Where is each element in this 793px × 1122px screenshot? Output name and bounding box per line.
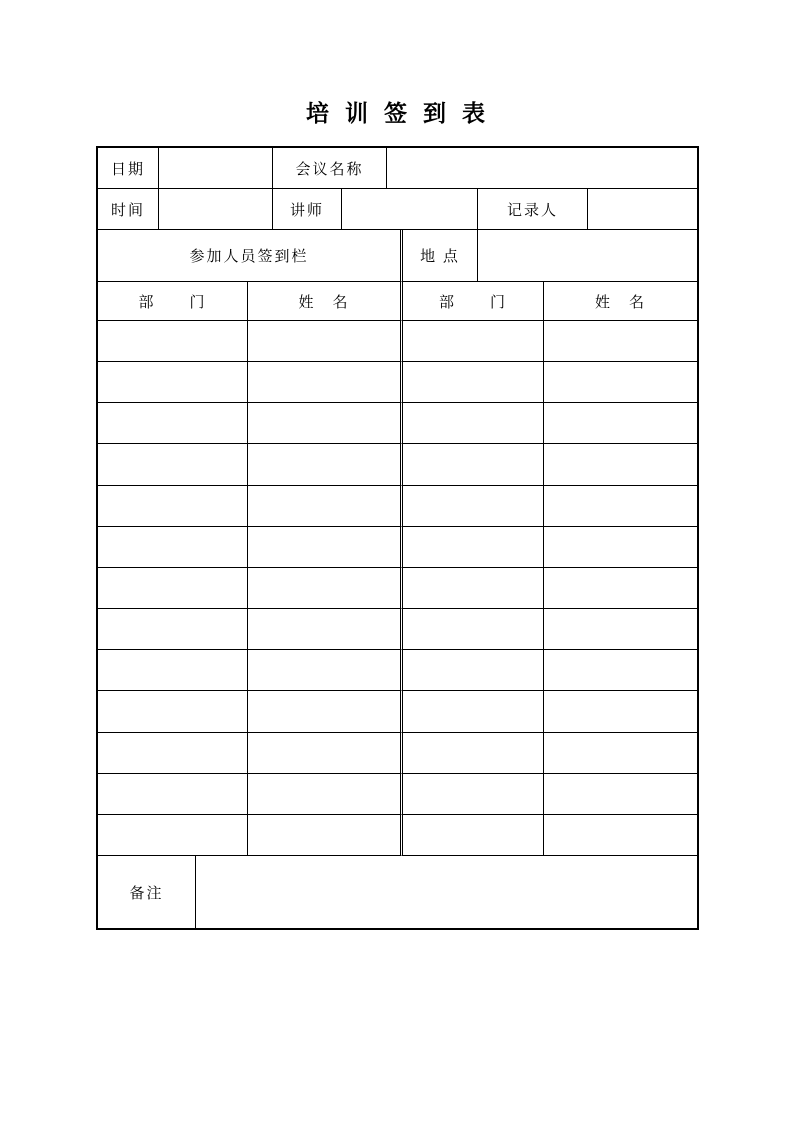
signin-cell-name-left[interactable] [248,733,400,774]
time-field[interactable] [159,189,273,230]
row-date-meeting [98,148,697,189]
signin-cell-dept-left[interactable] [98,444,248,485]
signin-cell-dept-left[interactable] [98,321,248,362]
date-field[interactable] [159,148,273,189]
recorder-field[interactable] [588,189,697,230]
signin-cell-dept-right[interactable] [400,774,544,815]
row-time-lecturer-recorder [98,189,697,230]
signin-row [98,691,697,732]
signin-cell-dept-right[interactable] [400,691,544,732]
signin-row [98,321,697,362]
row-signin-location [98,230,697,282]
signin-cell-dept-left[interactable] [98,486,248,527]
signin-cell-name-right[interactable] [544,444,697,485]
signin-row [98,444,697,485]
signin-cell-dept-right[interactable] [400,815,544,856]
signin-cell-dept-left[interactable] [98,403,248,444]
signin-cell-dept-right[interactable] [400,362,544,403]
signin-cell-dept-left[interactable] [98,733,248,774]
signin-cell-name-left[interactable] [248,691,400,732]
meeting-name-field[interactable] [387,148,697,189]
signin-row [98,486,697,527]
signin-cell-name-left[interactable] [248,774,400,815]
signin-cell-name-left[interactable] [248,321,400,362]
signin-row [98,403,697,444]
signin-cell-dept-right[interactable] [400,568,544,609]
signin-rows [98,321,697,856]
signin-row [98,609,697,650]
signin-cell-dept-left[interactable] [98,568,248,609]
signin-cell-name-left[interactable] [248,486,400,527]
remark-label: 备注 [98,856,196,928]
signin-cell-dept-left[interactable] [98,691,248,732]
signin-row [98,733,697,774]
signin-row [98,650,697,691]
signin-cell-dept-right[interactable] [400,650,544,691]
signin-cell-dept-left[interactable] [98,362,248,403]
signin-cell-name-left[interactable] [248,444,400,485]
signin-cell-name-right[interactable] [544,527,697,568]
time-label: 时间 [98,189,159,230]
meeting-name-label: 会议名称 [273,148,387,189]
signin-cell-dept-right[interactable] [400,321,544,362]
signin-cell-dept-right[interactable] [400,733,544,774]
signin-cell-name-right[interactable] [544,733,697,774]
location-field[interactable] [478,230,697,282]
signin-cell-name-right[interactable] [544,362,697,403]
row-column-headers [98,282,697,321]
signin-cell-dept-right[interactable] [400,609,544,650]
lecturer-field[interactable] [342,189,478,230]
signin-cell-name-left[interactable] [248,609,400,650]
signin-row [98,774,697,815]
signin-cell-dept-left[interactable] [98,774,248,815]
name-header-right: 姓 名 [544,282,697,321]
signin-cell-dept-left[interactable] [98,815,248,856]
signin-cell-name-right[interactable] [544,609,697,650]
signin-cell-dept-right[interactable] [400,444,544,485]
signin-cell-dept-left[interactable] [98,650,248,691]
date-label: 日期 [98,148,159,189]
name-header-left: 姓 名 [248,282,400,321]
signin-cell-name-left[interactable] [248,527,400,568]
dept-header-right: 部 门 [400,282,544,321]
recorder-label: 记录人 [478,189,588,230]
signin-cell-name-left[interactable] [248,403,400,444]
signin-row [98,527,697,568]
signin-cell-name-right[interactable] [544,403,697,444]
signin-cell-name-right[interactable] [544,321,697,362]
location-label: 地 点 [400,230,478,282]
signin-row [98,362,697,403]
signin-cell-dept-right[interactable] [400,486,544,527]
remark-field[interactable] [196,856,697,928]
signin-cell-name-left[interactable] [248,815,400,856]
signin-cell-dept-left[interactable] [98,609,248,650]
signin-cell-name-left[interactable] [248,650,400,691]
signin-cell-name-right[interactable] [544,568,697,609]
signin-cell-dept-right[interactable] [400,527,544,568]
signin-cell-dept-right[interactable] [400,403,544,444]
signin-section-label: 参加人员签到栏 [98,230,400,282]
lecturer-label: 讲师 [273,189,342,230]
signin-cell-name-left[interactable] [248,568,400,609]
signin-cell-name-right[interactable] [544,815,697,856]
training-signin-form [96,146,699,930]
signin-cell-dept-left[interactable] [98,527,248,568]
signin-cell-name-right[interactable] [544,650,697,691]
signin-row [98,568,697,609]
dept-header-left: 部 门 [98,282,248,321]
page-title: 培 训 签 到 表 [305,101,488,127]
signin-cell-name-left[interactable] [248,362,400,403]
signin-cell-name-right[interactable] [544,691,697,732]
row-remark [98,856,697,928]
signin-row [98,815,697,856]
signin-cell-name-right[interactable] [544,486,697,527]
signin-cell-name-right[interactable] [544,774,697,815]
